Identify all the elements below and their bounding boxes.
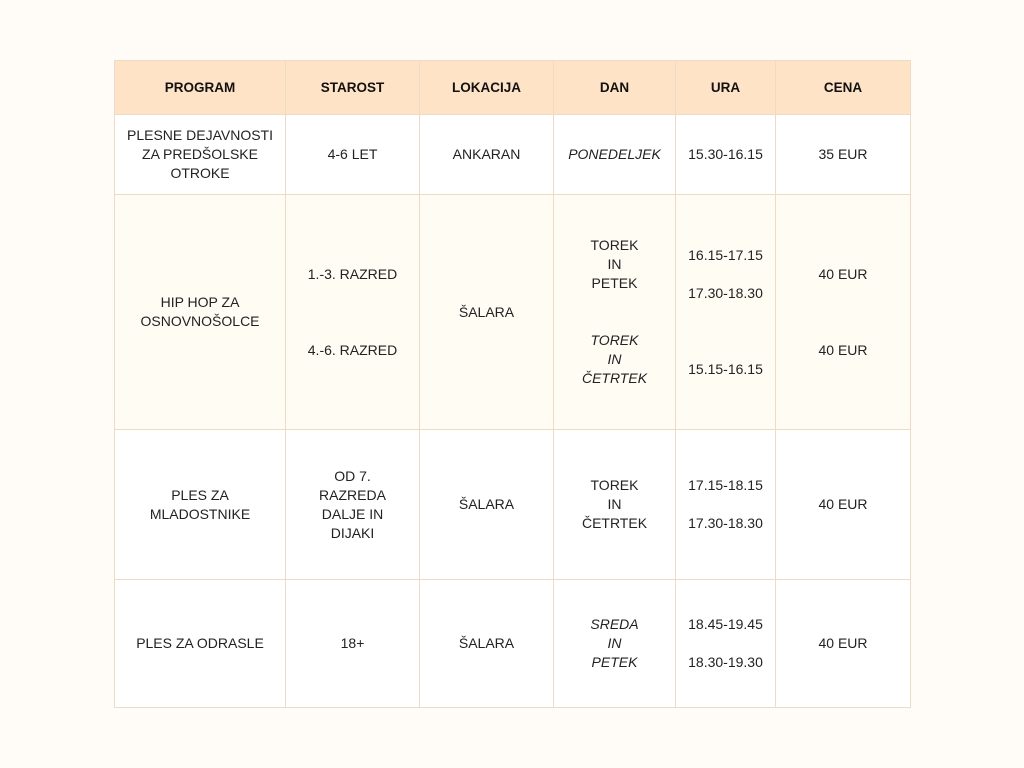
dan-line: TOREK: [590, 237, 639, 253]
schedule-table: [114, 60, 911, 708]
cell-cena: 40 EUR: [776, 430, 911, 580]
starost-line: DALJE IN: [321, 505, 384, 522]
program-line: PLESNE DEJAVNOSTI: [126, 127, 273, 143]
dan-line: IN: [607, 256, 622, 272]
program-line: HIP HOP ZA: [160, 294, 240, 310]
cell-dan: PONEDELJEK: [554, 115, 676, 195]
cell-ura: [676, 580, 776, 708]
starost-line: OD 7.: [334, 467, 371, 484]
cell-ura: [676, 195, 776, 430]
table-row: [115, 195, 911, 430]
cena-line: 40 EUR: [818, 341, 868, 358]
ura-line: 18.45-19.45: [688, 616, 763, 632]
cell-cena: 35 EUR: [776, 115, 911, 195]
cell-cena: [776, 195, 911, 430]
table-row: [115, 580, 911, 708]
cell-dan: [554, 430, 676, 580]
cell-lokacija: ŠALARA: [420, 195, 554, 430]
header-lokacija: LOKACIJA: [420, 61, 554, 115]
cell-ura: 15.30-16.15: [676, 115, 776, 195]
header-cena: CENA: [776, 61, 911, 115]
program-line: PLES ZA: [171, 486, 229, 503]
cell-program: [115, 195, 286, 430]
dan-line: IN: [607, 635, 622, 651]
dan-line: SREDA: [590, 616, 639, 632]
dan-line: PETEK: [591, 275, 638, 291]
dan-line: PETEK: [591, 654, 638, 670]
dan-line: IN: [607, 496, 622, 512]
ura-line: 17.30-18.30: [688, 515, 763, 531]
program-line: OTROKE: [170, 165, 230, 181]
cell-cena: 40 EUR: [776, 580, 911, 708]
starost-line: 4.-6. RAZRED: [307, 341, 398, 358]
table-header-row: [115, 61, 911, 115]
ura-line: 17.15-18.15: [688, 477, 763, 493]
header-ura: URA: [676, 61, 776, 115]
cell-program: [115, 115, 286, 195]
dan-line: TOREK: [590, 332, 639, 348]
dan-line: ČETRTEK: [581, 515, 648, 531]
starost-line: 1.-3. RAZRED: [307, 265, 398, 282]
header-dan: DAN: [554, 61, 676, 115]
header-starost: STAROST: [286, 61, 420, 115]
cell-starost: [286, 195, 420, 430]
dan-line: TOREK: [590, 477, 639, 493]
cell-starost: 18+: [286, 580, 420, 708]
cell-dan: [554, 580, 676, 708]
cell-lokacija: ŠALARA: [420, 580, 554, 708]
dan-line: ČETRTEK: [581, 370, 648, 386]
program-line: ZA PREDŠOLSKE: [142, 146, 258, 162]
cell-starost: 4-6 LET: [286, 115, 420, 195]
ura-line: 15.15-16.15: [688, 360, 763, 377]
cell-dan: [554, 195, 676, 430]
cena-line: 40 EUR: [818, 265, 868, 282]
program-line: MLADOSTNIKE: [149, 505, 251, 522]
cell-ura: [676, 430, 776, 580]
cell-lokacija: ŠALARA: [420, 430, 554, 580]
cell-program: PLES ZA ODRASLE: [115, 580, 286, 708]
program-line: OSNOVNOŠOLCE: [140, 313, 260, 329]
ura-line: 17.30-18.30: [688, 284, 763, 301]
table-row: [115, 430, 911, 580]
cell-program: [115, 430, 286, 580]
cell-starost: [286, 430, 420, 580]
starost-line: DIJAKI: [330, 524, 375, 541]
ura-line: 16.15-17.15: [688, 246, 763, 263]
table-row: [115, 115, 911, 195]
cell-lokacija: ANKARAN: [420, 115, 554, 195]
header-program: PROGRAM: [115, 61, 286, 115]
ura-line: 18.30-19.30: [688, 654, 763, 670]
dan-line: IN: [607, 351, 622, 367]
starost-line: RAZREDA: [319, 486, 386, 503]
